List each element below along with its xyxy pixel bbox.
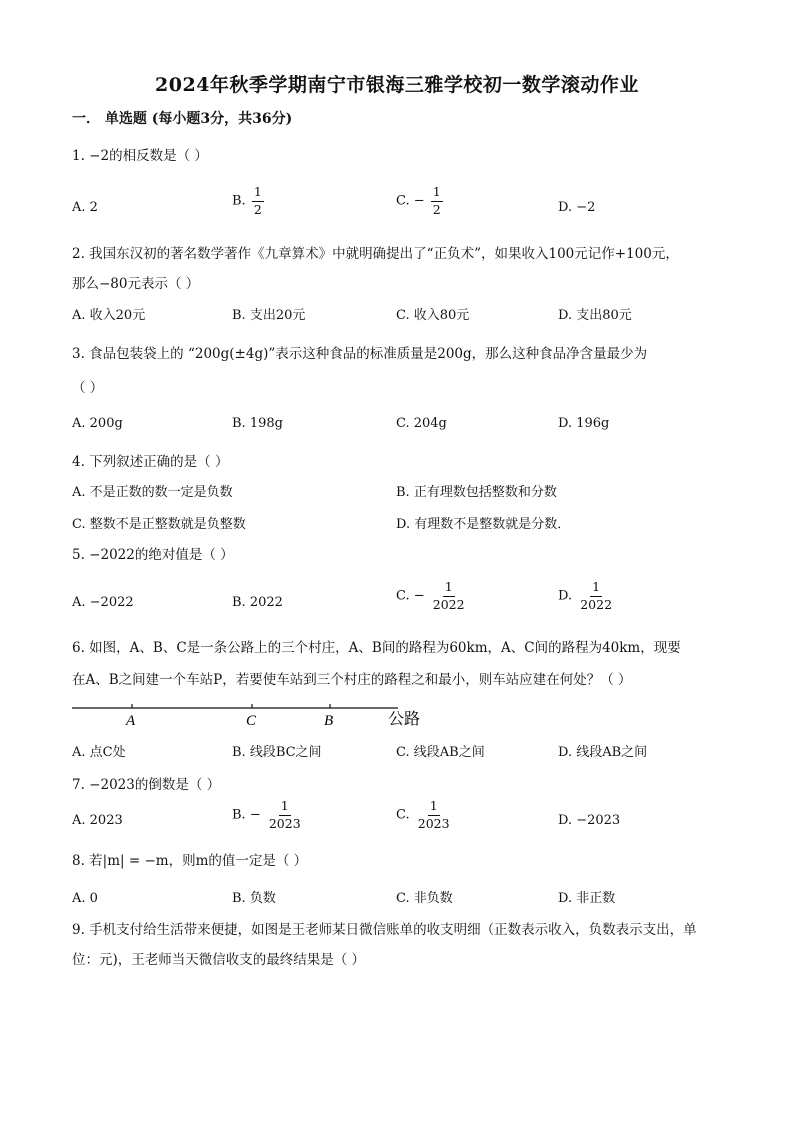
q1-option-b: B. $\frac{1}{2}$ [232, 184, 262, 217]
q8-option-a: A. 0 [72, 891, 98, 906]
q4-option-a: A. 不是正数的数一定是负数 [72, 485, 233, 500]
point-c-label: C [246, 713, 257, 729]
question-4: 4. 下列叙述正确的是（ ） [72, 454, 229, 470]
section-heading: 一． 单选题 (每小题3分，共36分) [72, 111, 293, 127]
fraction: $\frac{1}{2023}$ [268, 798, 301, 831]
q8-option-d: D. 非正数 [558, 891, 616, 906]
q5-option-a: A. −2022 [72, 595, 134, 610]
q7-option-c: C. $\frac{1}{2023}$ [396, 798, 450, 831]
road-diagram [72, 700, 442, 732]
q6-option-c: C. 线段AB之间 [396, 745, 485, 760]
question-9-line-1: 9. 手机支付给生活带来便捷，如图是王老师某日微信账单的收支明细（正数表示收入，负数表示支出，单 [72, 922, 697, 938]
question-8: 8. 若|m| = −m，则m的值一定是（ ） [72, 853, 308, 869]
point-a-label: A [126, 713, 136, 729]
question-3-line-2: （ ） [72, 380, 104, 396]
q3-option-a: A. 200g [72, 416, 123, 431]
q3-option-c: C. 204g [396, 416, 447, 431]
q1-option-a: A. 2 [72, 200, 98, 215]
q8-option-c: C. 非负数 [396, 891, 453, 906]
fraction: $\frac{1}{2022}$ [580, 579, 613, 612]
fraction: $\frac{1}{2022}$ [432, 579, 465, 612]
q2-option-a: A. 收入20元 [72, 308, 146, 323]
q1-option-d: D. −2 [558, 200, 596, 215]
q4-option-b: B. 正有理数包括整数和分数 [396, 485, 557, 500]
question-2-line-2: 那么−80元表示（ ） [72, 276, 200, 292]
q3-option-d: D. 196g [558, 416, 610, 431]
fraction: $\frac{1}{2023}$ [417, 798, 450, 831]
q2-option-b: B. 支出20元 [232, 308, 306, 323]
q6-option-a: A. 点C处 [72, 745, 126, 760]
question-1: 1. −2的相反数是（ ） [72, 148, 208, 164]
q7-option-b: B. − $\frac{1}{2023}$ [232, 798, 301, 831]
q8-option-b: B. 负数 [232, 891, 276, 906]
question-9-line-2: 位：元)，王老师当天微信收支的最终结果是（ ） [72, 952, 366, 968]
question-5: 5. −2022的绝对值是（ ） [72, 547, 234, 563]
fraction: $\frac{1}{2}$ [432, 184, 441, 217]
q2-option-c: C. 收入80元 [396, 308, 470, 323]
road-label: 公路 [388, 709, 421, 728]
question-6-line-1: 6. 如图，A、B、C是一条公路上的三个村庄，A、B间的路程为60km，A、C间的路程为40km，现要 [72, 640, 681, 656]
q6-option-b: B. 线段BC之间 [232, 745, 322, 760]
q3-option-b: B. 198g [232, 416, 283, 431]
q4-option-d: D. 有理数不是整数就是分数． [396, 517, 571, 532]
q5-option-c: C. − $\frac{1}{2022}$ [396, 579, 465, 612]
q7-option-d: D. −2023 [558, 813, 621, 828]
q5-option-d: D. $\frac{1}{2022}$ [558, 579, 613, 612]
page-title: 2024年秋季学期南宁市银海三雅学校初一数学滚动作业 [155, 74, 639, 96]
q2-option-d: D. 支出80元 [558, 308, 632, 323]
question-7: 7. −2023的倒数是（ ） [72, 777, 221, 793]
question-6-line-2: 在A、B之间建一个车站P，若要使车站到三个村庄的路程之和最小，则车站应建在何处？（ ） [72, 672, 632, 688]
fraction: $\frac{1}{2}$ [253, 184, 262, 217]
question-2-line-1: 2. 我国东汉初的著名数学著作《九章算术》中就明确提出了“正负术”，如果收入100元记作+100元， [72, 246, 679, 262]
q5-option-b: B. 2022 [232, 595, 283, 610]
q6-option-d: D. 线段AB之间 [558, 745, 648, 760]
q1-option-c: C. − $\frac{1}{2}$ [396, 184, 441, 217]
point-b-label: B [324, 713, 334, 729]
q7-option-a: A. 2023 [72, 813, 123, 828]
question-3-line-1: 3. 食品包装袋上的 “200g(±4g)”表示这种食品的标准质量是200g，那么这种食品净含量最少为 [72, 346, 648, 362]
q4-option-c: C. 整数不是正整数就是负整数 [72, 517, 246, 532]
